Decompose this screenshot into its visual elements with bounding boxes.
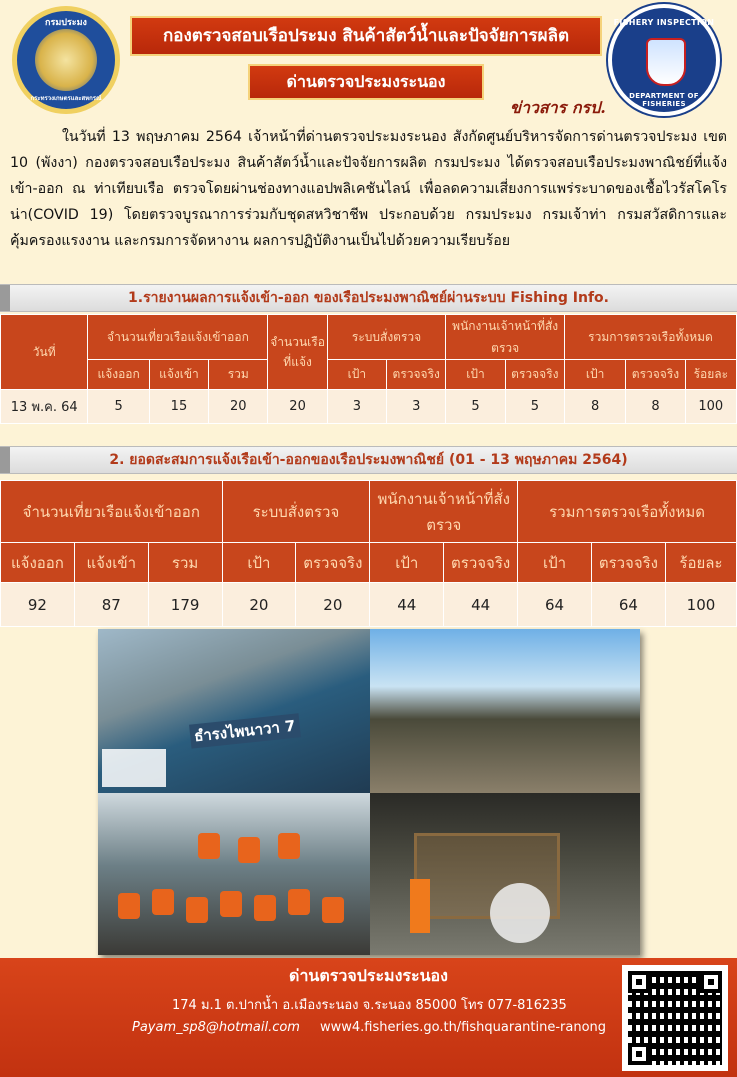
life-vest [198, 833, 220, 859]
col-system: ระบบสั่งตรวจ [222, 481, 370, 543]
col-sum: รวม [148, 543, 222, 583]
department-of-fisheries-seal [12, 6, 120, 114]
page-header [0, 0, 737, 122]
qr-finder [700, 971, 722, 993]
cell-sys-actual: 3 [387, 390, 446, 424]
cell-tot-target: 8 [564, 390, 625, 424]
footer-email[interactable]: Payam_sp8@hotmail.com [132, 1020, 300, 1035]
section1-title-text: 1.รายงานผลการแจ้งเข้า-ออก ของเรือประมงพาณิชย์ผ่านระบบ Fishing Info. [128, 290, 609, 306]
photo-medical-kit [370, 793, 640, 955]
col-sys-actual: ตรวจจริง [387, 360, 446, 390]
cell-out: 5 [88, 390, 149, 424]
seal-right-bottom-text: DEPARTMENT OF FISHERIES [629, 92, 699, 108]
col-out: แจ้งออก [1, 543, 75, 583]
life-vest [322, 897, 344, 923]
cell-sys-target: 3 [327, 390, 386, 424]
fishery-inspection-seal [608, 4, 720, 116]
cell-tot-actual: 8 [626, 390, 685, 424]
cell-out: 92 [1, 583, 75, 627]
cell-tot-target: 64 [518, 583, 592, 627]
table-row [1, 390, 737, 424]
col-sys-target: เป้า [327, 360, 386, 390]
photo-collage [98, 629, 640, 955]
col-pct: ร้อยละ [685, 360, 736, 390]
cumulative-report-table [0, 480, 737, 627]
col-tot-actual: ตรวจจริง [626, 360, 685, 390]
col-off-target: เป้า [446, 360, 505, 390]
col-out: แจ้งออก [88, 360, 149, 390]
col-sys-target: เป้า [222, 543, 296, 583]
cell-off-actual: 44 [444, 583, 518, 627]
seal-left-top-text: กรมประมง [45, 18, 87, 28]
cell-in: 87 [74, 583, 148, 627]
col-total: รวมการตรวจเรือทั้งหมด [518, 481, 737, 543]
cell-in: 15 [149, 390, 208, 424]
col-officer: พนักงานเจ้าหน้าที่สั่งตรวจ [446, 315, 565, 360]
cell-off-target: 44 [370, 583, 444, 627]
photo-timestamp-overlay [102, 749, 166, 787]
col-tot-target: เป้า [518, 543, 592, 583]
col-tot-target: เป้า [564, 360, 625, 390]
col-system: ระบบสั่งตรวจ [327, 315, 446, 360]
life-vest [278, 833, 300, 859]
qr-finder [628, 971, 650, 993]
life-vest [238, 837, 260, 863]
qr-finder [628, 1043, 650, 1065]
life-vest [288, 889, 310, 915]
col-officer: พนักงานเจ้าหน้าที่สั่งตรวจ [370, 481, 518, 543]
cell-pct: 100 [665, 583, 736, 627]
col-total: รวมการตรวจเรือทั้งหมด [564, 315, 736, 360]
col-pct: ร้อยละ [665, 543, 736, 583]
footer-title: ด่านตรวจประมงระนอง [289, 966, 448, 985]
section2-title [0, 446, 737, 474]
col-sum: รวม [209, 360, 268, 390]
photo-inspection-team [98, 793, 370, 955]
station-title: ด่านตรวจประมงระนอง [248, 64, 484, 100]
col-sys-actual: ตรวจจริง [296, 543, 370, 583]
photo-boat-deck [370, 629, 640, 793]
news-tag: ข่าวสาร กรป. [510, 98, 606, 117]
cell-off-target: 5 [446, 390, 505, 424]
col-off-target: เป้า [370, 543, 444, 583]
seal-emblem [35, 29, 97, 91]
col-off-actual: ตรวจจริง [444, 543, 518, 583]
cell-boats: 20 [268, 390, 327, 424]
section2-title-text: 2. ยอดสะสมการแจ้งเรือเข้า-ออกของเรือประมงพาณิชย์ (01 - 13 พฤษภาคม 2564) [109, 452, 628, 468]
section-notch [0, 447, 10, 473]
col-off-actual: ตรวจจริง [505, 360, 564, 390]
qr-code-icon [622, 965, 728, 1071]
cell-date: 13 พ.ค. 64 [1, 390, 88, 424]
agency-title: กองตรวจสอบเรือประมง สินค้าสัตว์น้ำและปัจจัยการผลิต [130, 16, 602, 56]
col-trips: จำนวนเที่ยวเรือแจ้งเข้าออก [1, 481, 223, 543]
life-vest [220, 891, 242, 917]
daily-report-table [0, 314, 737, 424]
life-vest [118, 893, 140, 919]
footer-address: 174 ม.1 ต.ปากน้ำ อ.เมืองระนอง จ.ระนอง 85000 โทร 077-816235 [172, 998, 567, 1013]
cell-off-actual: 5 [505, 390, 564, 424]
life-vest [152, 889, 174, 915]
life-vest [186, 897, 208, 923]
shield-icon [646, 38, 686, 86]
boat-name-label: ธำรงไพนาวา 7 [189, 713, 300, 748]
cell-sys-actual: 20 [296, 583, 370, 627]
life-vest [254, 895, 276, 921]
qr-pattern [628, 971, 722, 1065]
cell-sys-target: 20 [222, 583, 296, 627]
intro-paragraph: ในวันที่ 13 พฤษภาคม 2564 เจ้าหน้าที่ด่านตรวจประมงระนอง สังกัดศูนย์บริหารจัดการด่านตรวจประมง เขต 10 (พังงา) กองตรวจสอบเรือประมง สินค้าสัตว์น้ำและปัจจัยการผลิต กรมประมง ได้ตรวจสอบเรือประมงพาณิชย์ที่แจ้งเข้า-ออก ณ ท่าเทียบเรือ ตรวจโดยผ่านช่องทางแอปพลิเคชันไลน์ เพื่อลดความเสี่ยงการแพร่ระบาดของเชื้อไวรัสโคโรน่า(COVID 19) โดยตรวจบูรณาการร่วมกับชุดสหวิชาชีพ ประกอบด้วย กรมประมง กรมเจ้าท่า กรมสวัสดิการและคุ้มครองแรงงาน และกรมการจัดหางาน ผลการปฏิบัติงานเป็นไปด้วยความเรียบร้อย [10, 129, 727, 249]
cell-sum: 20 [209, 390, 268, 424]
seal-right-top-text: FISHERY INSPECTION [613, 18, 715, 27]
plastic-bag [490, 883, 550, 943]
seal-left-bottom-text: กระทรวงเกษตรและสหกรณ์ [30, 95, 102, 102]
table-row [1, 583, 737, 627]
col-boats: จำนวนเรือที่แจ้ง [268, 315, 327, 390]
col-in: แจ้งเข้า [74, 543, 148, 583]
section1-title [0, 284, 737, 312]
col-trips: จำนวนเที่ยวเรือแจ้งเข้าออก [88, 315, 268, 360]
orange-package [410, 879, 430, 933]
col-date: วันที่ [1, 315, 88, 390]
col-tot-actual: ตรวจจริง [591, 543, 665, 583]
cell-sum: 179 [148, 583, 222, 627]
footer-website[interactable]: www4.fisheries.go.th/fishquarantine-ranong [320, 1020, 607, 1035]
photo-fishing-boat [98, 629, 370, 793]
col-in: แจ้งเข้า [149, 360, 208, 390]
section-notch [0, 285, 10, 311]
cell-tot-actual: 64 [591, 583, 665, 627]
cell-pct: 100 [685, 390, 736, 424]
